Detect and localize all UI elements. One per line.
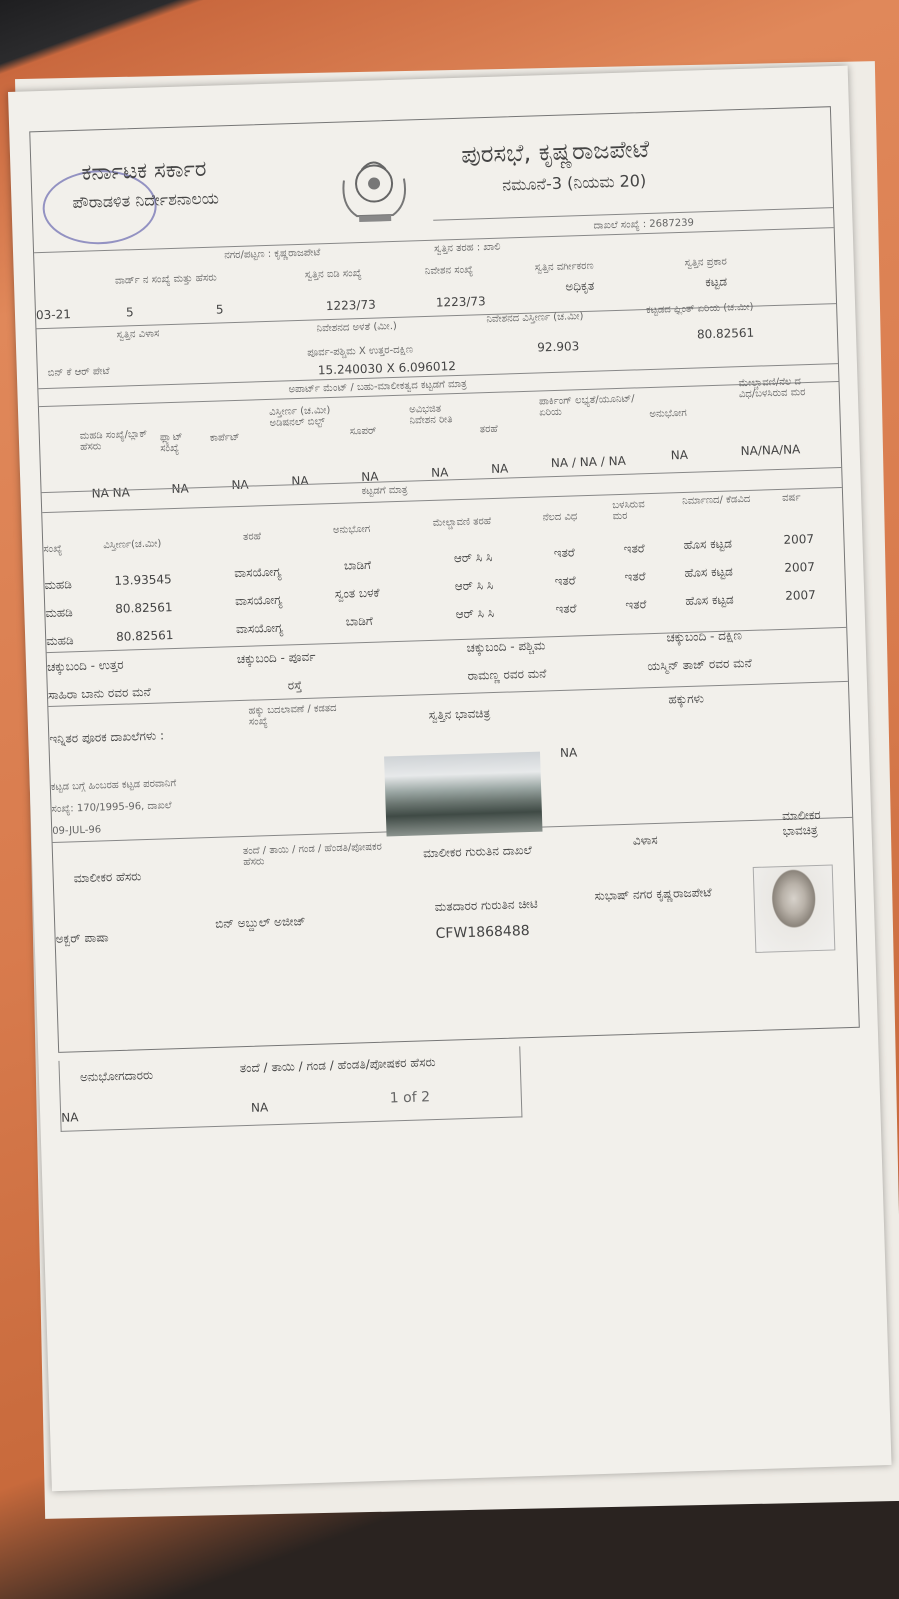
cell: ಆರ್ ಸಿ ಸಿ [453, 550, 493, 566]
form-frame [29, 106, 860, 1053]
state-emblem-icon [331, 148, 417, 229]
boundary-south-value: ಯಸ್ಮಿನ್ ತಾಜ್ ರವರ ಮನೆ [647, 655, 752, 674]
classification-label: ಸ್ವತ್ತಿನ ವರ್ಗೀಕರಣ [534, 260, 594, 274]
record-number: ದಾಖಲೆ ಸಂಖ್ಯೆ : 2687239 [593, 217, 695, 232]
govt-title: ಕರ್ನಾಟಕ ಸರ್ಕಾರ [81, 156, 207, 186]
photo-na: NA [559, 745, 578, 760]
cell: ಇತರೆ [555, 601, 577, 617]
dims-value: 15.240030 X 6.096012 [317, 359, 457, 378]
plinth-area-label: ಕಟ್ಟಡದ ಫ್ಲಿಂತ್ ಏರಿಯ (ಚ.ಮೀ) [646, 301, 754, 317]
owner-id-type: ಮತದಾರರ ಗುರುತಿನ ಚೀಟಿ [434, 896, 538, 914]
cell: 13.93545 [114, 572, 172, 588]
cell: 2007 [784, 587, 816, 603]
directorate-title: ಪೌರಾಡಳಿತ ನಿರ್ದೇಶನಾಲಯ [72, 188, 220, 213]
permission-text: ಕಟ್ಟಡ ಬಗ್ಗೆ ಹಿಂಬರಹ ಕಟ್ಟಡ ಪರವಾನಿಗೆ [50, 778, 177, 793]
ward-number: 5 [125, 305, 134, 320]
cell: ಆರ್ ಸಿ ಸಿ [455, 605, 495, 622]
address-value: ಬಿನ್ ಕೆ ಆರ್ ಪೇಟೆ [47, 365, 110, 379]
bld-header-wood: ಬಳಸಿರುವ ಮರ [612, 499, 645, 523]
ward-code: 03-21 [35, 307, 72, 323]
cell: ಬಾಡಿಗೆ [343, 557, 372, 573]
cell: ಹೊಸ ಕಟ್ಟಡ [683, 536, 733, 553]
page-number: 1 of 2 [389, 1089, 431, 1107]
cell: ವಾಸಯೋಗ್ಯ [234, 564, 282, 581]
ward-name: 5 [215, 302, 224, 317]
apt-value-roof: NA/NA/NA [740, 442, 801, 459]
property-id-value: 1223/73 [325, 297, 376, 314]
cell: ಆರ್ ಸಿ ಸಿ [454, 578, 494, 594]
khata-label: ಹಕ್ಕು ಬದಲಾವಣೆ / ಕಡತದ ಸಂಖ್ಯೆ [248, 702, 337, 728]
cell: ಬಾಡಿಗೆ [345, 613, 373, 629]
occupant-label: ಅನುಭೋಗದಾರರು [79, 1067, 154, 1085]
apt-value-additional: NA [291, 473, 309, 489]
occupant-name: NA [61, 1110, 79, 1125]
owner-relation-label: ತಂದೆ / ತಾಯಿ / ಗಂಡ / ಹೆಂಡತಿ/ಪೋಷಕರ ಹೆಸರು [242, 841, 383, 868]
cell: ಮಹಡಿ [46, 633, 74, 649]
site-area-value: 92.903 [537, 339, 580, 355]
apt-value-usage: NA [670, 447, 689, 463]
cell: ಸ್ವಂತ ಬಳಕೆ [334, 585, 380, 601]
cell: ಇತರೆ [553, 545, 575, 561]
form-number: ನಮೂನೆ-3 (ನಿಯಮ 20) [501, 171, 647, 195]
bld-header-floor: ನೆಲದ ವಿಧ [542, 511, 578, 524]
bld-header-year: ವರ್ಷ [781, 492, 801, 504]
cell: ಹೊಸ ಕಟ್ಟಡ [684, 564, 734, 580]
classification-value: ಅಧಿಕೃತ [565, 278, 595, 294]
apt-value-floor: NA NA [91, 485, 131, 501]
cell: 80.82561 [115, 628, 174, 644]
apt-header-flat: ಫ್ಲ್ಯಾಟ್ ಸಂಖ್ಯೆ [159, 431, 183, 455]
cell: ಇತರೆ [554, 573, 576, 589]
bld-header-roof: ಮೇಲ್ಚಾವಣಿ ತರಹೆ [432, 516, 492, 529]
bld-header-usage: ಅನುಭೋಗ [332, 523, 371, 537]
occupant-relation-label: ತಂದೆ / ತಾಯಿ / ಗಂಡ / ಹೆಂಡತಿ/ಪೋಷಕರ ಹೆಸರು [239, 1055, 436, 1076]
property-id-label: ಸ್ವತ್ತಿನ ಐಡಿ ಸಂಖ್ಯೆ [304, 267, 362, 281]
boundary-north-label: ಚಕ್ಕುಬಂದಿ - ಉತ್ತರ [46, 657, 124, 675]
property-photo-label: ಸ್ವತ್ತಿನ ಭಾವಚಿತ್ರ [428, 706, 491, 723]
owner-photo-label: ಮಾಲೀಕರ ಭಾವಚಿತ್ರ [781, 807, 821, 839]
occupant-relation: NA [250, 1100, 269, 1115]
owner-address-label: ವಿಳಾಸ [632, 832, 658, 848]
apt-header-carpet: ಕಾರ್ಪೆಟ್ [209, 431, 240, 444]
property-photo [384, 752, 542, 837]
apartment-section-title: ಅಪಾರ್ಟ್ ಮೆಂಟ್ / ಬಹು-ಮಾಲೀಕತ್ವದ ಕಟ್ಟಡಗೆ ಮಾತ್ರ [288, 378, 468, 396]
supporting-docs-label: ಇನ್ನಿತರ ಪೂರಕ ದಾಖಲೆಗಳು : [49, 728, 165, 747]
apt-header-parking: ಪಾರ್ಕಿಂಗ್ ಲಭ್ಯತೆ/ಯೂನಿಟ್/ಏರಿಯ [538, 393, 635, 419]
owner-id-number: CFW1868488 [435, 923, 530, 942]
cell: ವಾಸಯೋಗ್ಯ [235, 620, 284, 637]
apt-value-super: NA [361, 469, 379, 485]
document-page [8, 66, 892, 1492]
cell: ಇತರೆ [623, 541, 645, 556]
property-kind-value: ಕಟ್ಟಡ [705, 274, 728, 290]
cell: 2007 [784, 559, 816, 575]
boundary-east-label: ಚಕ್ಕುಬಂದಿ - ಪೂರ್ವ [236, 649, 316, 667]
apt-header-usage: ಅನುಭೋಗ [649, 407, 687, 421]
owner-address-value: ಸುಭಾಷ್ ನಗರ ಕೃಷ್ಣರಾಜಪೇಟೆ [594, 885, 712, 903]
apt-header-type: ತರಹೆ [479, 423, 498, 436]
bld-header-area: ವಿಸ್ತೀರ್ಣ(ಚ.ಮೀ) [103, 538, 162, 552]
owner-name-value: ಅಕ್ಬರ್ ಪಾಷಾ [55, 930, 109, 946]
bld-header-number: ಸಂಖ್ಯೆ [43, 543, 63, 556]
bld-header-construction: ನಿರ್ಮಾಣದ/ ಕೆಡವಿದ [682, 493, 751, 508]
apt-header-floor: ಮಹಡಿ ಸಂಖ್ಯೆ/ಬ್ಲಾಕ್ ಹೆಸರು [79, 428, 148, 453]
site-number-value: 1223/73 [435, 294, 486, 310]
bld-header-type: ತರಹೆ [242, 531, 262, 543]
owner-relation-value: ಬಿನ್ ಅಬ್ದುಲ್ ಅಜೀಜ್ [215, 914, 306, 931]
boundary-north-value: ಸಾಹಿರಾ ಬಾನು ರವರ ಮನೆ [47, 684, 151, 703]
cell: ಇತರೆ [625, 597, 647, 612]
apt-value-parking: NA / NA / NA [550, 453, 627, 471]
town-label: ನಗರ/ಪಟ್ಟಣ : ಕೃಷ್ಣರಾಜಪೇಟೆ [224, 247, 321, 262]
cell: 2007 [783, 531, 815, 547]
boundary-east-value: ರಸ್ತೆ [287, 678, 303, 693]
cell: ಇತರೆ [624, 569, 646, 584]
cell: 80.82561 [115, 600, 173, 616]
address-label: ಸ್ವತ್ತಿನ ವಿಳಾಸ [116, 328, 160, 341]
boundary-west-value: ರಾಮಣ್ಣ ರವರ ಮನೆ [467, 666, 547, 683]
permission-date: 09-JUL-96 [52, 824, 102, 837]
owner-name-label: ಮಾಲೀಕರ ಹೆಸರು [73, 869, 142, 886]
occupant-box [58, 1046, 522, 1131]
boundary-west-label: ಚಕ್ಕುಬಂದಿ - ಪಶ್ಚಿಮ [466, 638, 546, 655]
property-kind-label: ಸ್ವತ್ತಿನ ಪ್ರಕಾರ [684, 256, 728, 269]
dims-axis-label: ಪೂರ್ವ-ಪಶ್ಚಿಮ X ಉತ್ತರ-ದಕ್ಷಿಣ [307, 344, 414, 359]
cell: ಹೊಸ ಕಟ್ಟಡ [685, 592, 734, 608]
ward-label: ವಾರ್ಡ್ ನ ಸಂಖ್ಯೆ ಮತ್ತು ಹೆಸರು [114, 272, 217, 287]
site-area-label: ನಿವೇಶನದ ವಿಸ್ತೀರ್ಣ (ಚ.ಮೀ) [486, 311, 584, 326]
property-type-label: ಸ್ವತ್ತಿನ ತರಹ : ಖಾಲಿ [433, 241, 501, 255]
apt-header-additional: ವಿಸ್ತೀರ್ಣ (ಚ.ಮೀ) ಅಡಿಷನಲ್ ಬಿಲ್ಟ್ [269, 405, 331, 429]
cell: ಮಹಡಿ [45, 605, 73, 621]
cell: ಮಹಡಿ [44, 577, 73, 593]
apt-header-roof: ಮೇಲ್ಚಾವಣಿ/ನೆಲ ದ ವಿಧ/ಬಳಸಿರುವ ಮರ [738, 376, 806, 401]
apt-value-type: NA [490, 461, 509, 477]
municipality-title: ಪುರಸಭೆ, ಕೃಷ್ಣರಾಜಪೇಟೆ [460, 134, 650, 169]
building-section-title: ಕಟ್ಟಡಗೆ ಮಾತ್ರ [361, 484, 408, 498]
apt-header-super: ಸೂಪರ್ [349, 425, 377, 438]
apt-value-carpet: NA [231, 477, 249, 493]
cell: ವಾಸಯೋಗ್ಯ [234, 592, 283, 609]
boundary-south-label: ಚಕ್ಕುಬಂದಿ - ದಕ್ಷಿಣ [666, 628, 743, 645]
permission-number: ಸಂಖ್ಯೆ: 170/1995-96, ದಾಖಲೆ [51, 800, 172, 815]
apt-value-undivided: NA [430, 465, 449, 480]
owner-photo [753, 864, 836, 952]
site-number-label: ನಿವೇಶನ ಸಂಖ್ಯೆ [424, 264, 474, 277]
owner-id-label: ಮಾಲೀಕರ ಗುರುತಿನ ದಾಖಲೆ [422, 842, 532, 861]
site-dim-label: ನಿವೇಶನದ ಅಳತೆ (ಮೀ.) [316, 320, 397, 335]
apt-header-undivided: ಅವಿಭಜಿತ ನಿವೇಶನ ರೀತಿ [409, 403, 453, 427]
apt-value-flat: NA [171, 481, 189, 497]
rights-label: ಹಕ್ಕುಗಳು [668, 691, 705, 707]
plinth-area-value: 80.82561 [696, 325, 755, 342]
